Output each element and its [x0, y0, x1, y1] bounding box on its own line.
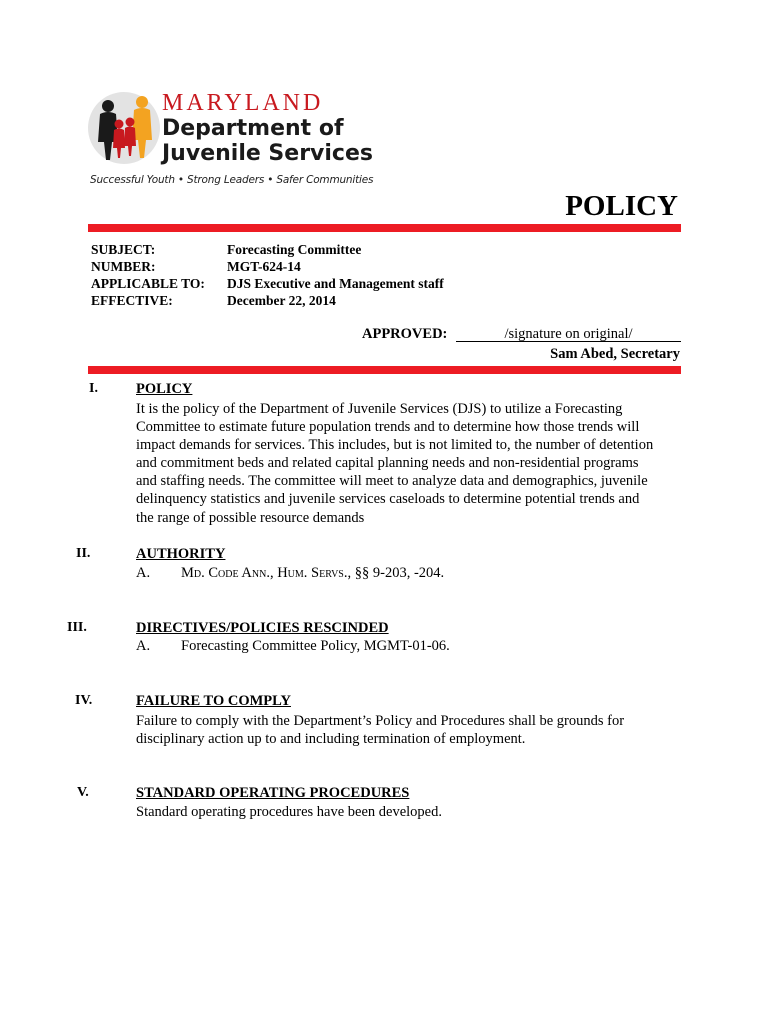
- number-value: MGT-624-14: [227, 259, 301, 274]
- subject-label: SUBJECT:: [91, 242, 156, 257]
- section-2-number: II.: [76, 546, 91, 561]
- effective-value: December 22, 2014: [227, 293, 336, 308]
- section-1-line: delinquency statistics and juvenile services caseloads to determine potential trends and: [136, 491, 640, 508]
- page-title: POLICY: [565, 190, 678, 222]
- section-1-number: I.: [89, 381, 98, 396]
- djs-logo: [88, 90, 374, 190]
- section-5-number: V.: [77, 785, 89, 800]
- family-figures-icon: [88, 92, 160, 164]
- section-5-body: [136, 803, 684, 821]
- section-1-title: POLICY: [136, 381, 193, 397]
- logo-emblem: [88, 92, 160, 164]
- section-5-line: Standard operating procedures have been developed.: [136, 804, 442, 820]
- section-2-item-text: Md. Code Ann., Hum. Servs., §§ 9-203, -204.: [181, 565, 445, 581]
- section-4-number: IV.: [75, 693, 93, 708]
- logo-maryland-text: MARYLAND: [162, 90, 324, 116]
- section-3-item-letter: A.: [136, 638, 151, 654]
- logo-line-department: Department of: [162, 116, 344, 141]
- applicable-value: DJS Executive and Management staff: [227, 276, 444, 291]
- logo-department-text: [162, 116, 373, 166]
- section-2-title: AUTHORITY: [136, 546, 226, 562]
- section-3-title: DIRECTIVES/POLICIES RESCINDED: [136, 620, 389, 636]
- approver-name: Sam Abed, Secretary: [550, 346, 680, 362]
- section-3-item-text: Forecasting Committee Policy, MGMT-01-06.: [181, 638, 450, 654]
- signature-text: /signature on original/: [504, 326, 633, 342]
- logo-tagline: Successful Youth • Strong Leaders • Safer Communities: [90, 174, 374, 186]
- section-1-body: [136, 400, 684, 527]
- section-2-item-letter: A.: [136, 565, 151, 581]
- header-divider: [88, 224, 681, 232]
- applicable-label: APPLICABLE TO:: [91, 276, 205, 291]
- logo-line-juvenile: Juvenile Services: [162, 141, 373, 166]
- section-4-line: disciplinary action up to and including termination of employment.: [136, 731, 526, 748]
- section-1-line: and staffing needs. The committee will meet to analyze data and demographics, juvenile: [136, 473, 648, 490]
- approval-divider: [88, 366, 681, 374]
- section-5-title: STANDARD OPERATING PROCEDURES: [136, 785, 410, 801]
- section-1-line: and commitment beds and related capital planning needs and non-residential programs: [136, 455, 639, 472]
- approved-label: APPROVED:: [362, 326, 448, 342]
- section-1-line: impact demands for services. This includes, but is not limited to, the number of detention: [136, 437, 654, 454]
- section-3-number: III.: [67, 620, 87, 635]
- subject-value: Forecasting Committee: [227, 242, 362, 257]
- section-4-body: [136, 712, 684, 748]
- number-label: NUMBER:: [91, 259, 156, 274]
- section-4-title: FAILURE TO COMPLY: [136, 693, 291, 709]
- effective-label: EFFECTIVE:: [91, 293, 173, 308]
- section-1-line: Committee to estimate future population trends and to determine how those trends will: [136, 419, 640, 436]
- section-1-line: the range of possible resource demands: [136, 509, 365, 526]
- section-1-line: It is the policy of the Department of Juvenile Services (DJS) to utilize a Forecasting: [136, 401, 623, 417]
- section-4-line: Failure to comply with the Department’s Policy and Procedures shall be grounds for: [136, 713, 625, 729]
